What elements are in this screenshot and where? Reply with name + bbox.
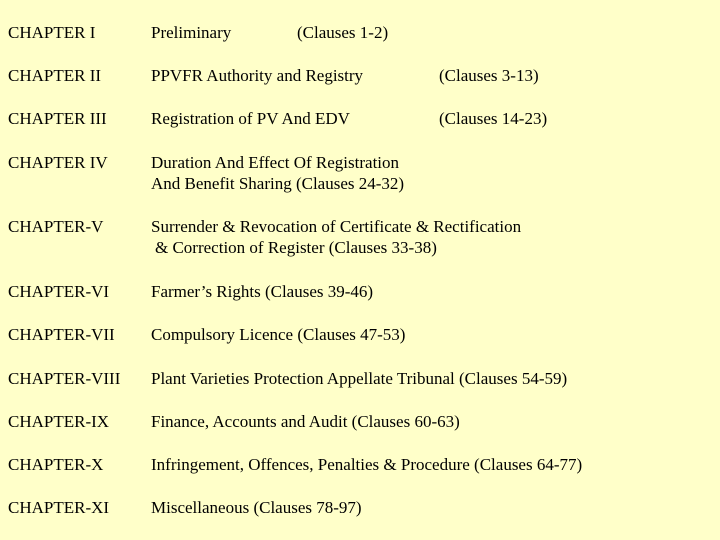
chapter-number: CHAPTER IV xyxy=(8,153,108,172)
chapter-number: CHAPTER-VI xyxy=(8,282,110,301)
chapter-title: Miscellaneous (Clauses 78-97) xyxy=(151,498,362,517)
chapter-title: Registration of PV And EDV xyxy=(151,109,350,128)
chapter-clauses: (Clauses 14-23) xyxy=(439,109,548,128)
chapter-clauses: (Clauses 1-2) xyxy=(297,23,389,42)
chapter-number: CHAPTER II xyxy=(8,66,102,85)
chapter-title: Farmer’s Rights (Clauses 39-46) xyxy=(151,282,374,301)
chapter-number: CHAPTER-V xyxy=(8,217,104,236)
chapter-title-line-2: And Benefit Sharing (Clauses 24-32) xyxy=(151,174,405,193)
chapter-number: CHAPTER I xyxy=(8,23,96,42)
chapter-clauses: (Clauses 3-13) xyxy=(439,66,539,85)
chapter-number: CHAPTER-IX xyxy=(8,412,110,431)
chapter-number: CHAPTER-X xyxy=(8,455,104,474)
chapter-title: Finance, Accounts and Audit (Clauses 60-63) xyxy=(151,412,460,431)
chapter-title-line-1: Surrender & Revocation of Certificate & Rectification xyxy=(151,217,522,236)
chapter-number: CHAPTER-VIII xyxy=(8,369,121,388)
chapter-title-line-1: Duration And Effect Of Registration xyxy=(151,153,400,172)
chapter-number: CHAPTER-XI xyxy=(8,498,110,517)
chapter-number: CHAPTER III xyxy=(8,109,107,128)
chapter-title-line-2: & Correction of Register (Clauses 33-38) xyxy=(155,238,437,257)
chapter-number: CHAPTER-VII xyxy=(8,325,115,344)
chapter-title: Plant Varieties Protection Appellate Tribunal (Clauses 54-59) xyxy=(151,369,568,388)
chapter-title: Compulsory Licence (Clauses 47-53) xyxy=(151,325,406,344)
chapter-title: PPVFR Authority and Registry xyxy=(151,66,364,85)
chapter-title: Infringement, Offences, Penalties & Procedure (Clauses 64-77) xyxy=(151,455,583,474)
chapter-title: Preliminary xyxy=(151,23,232,42)
